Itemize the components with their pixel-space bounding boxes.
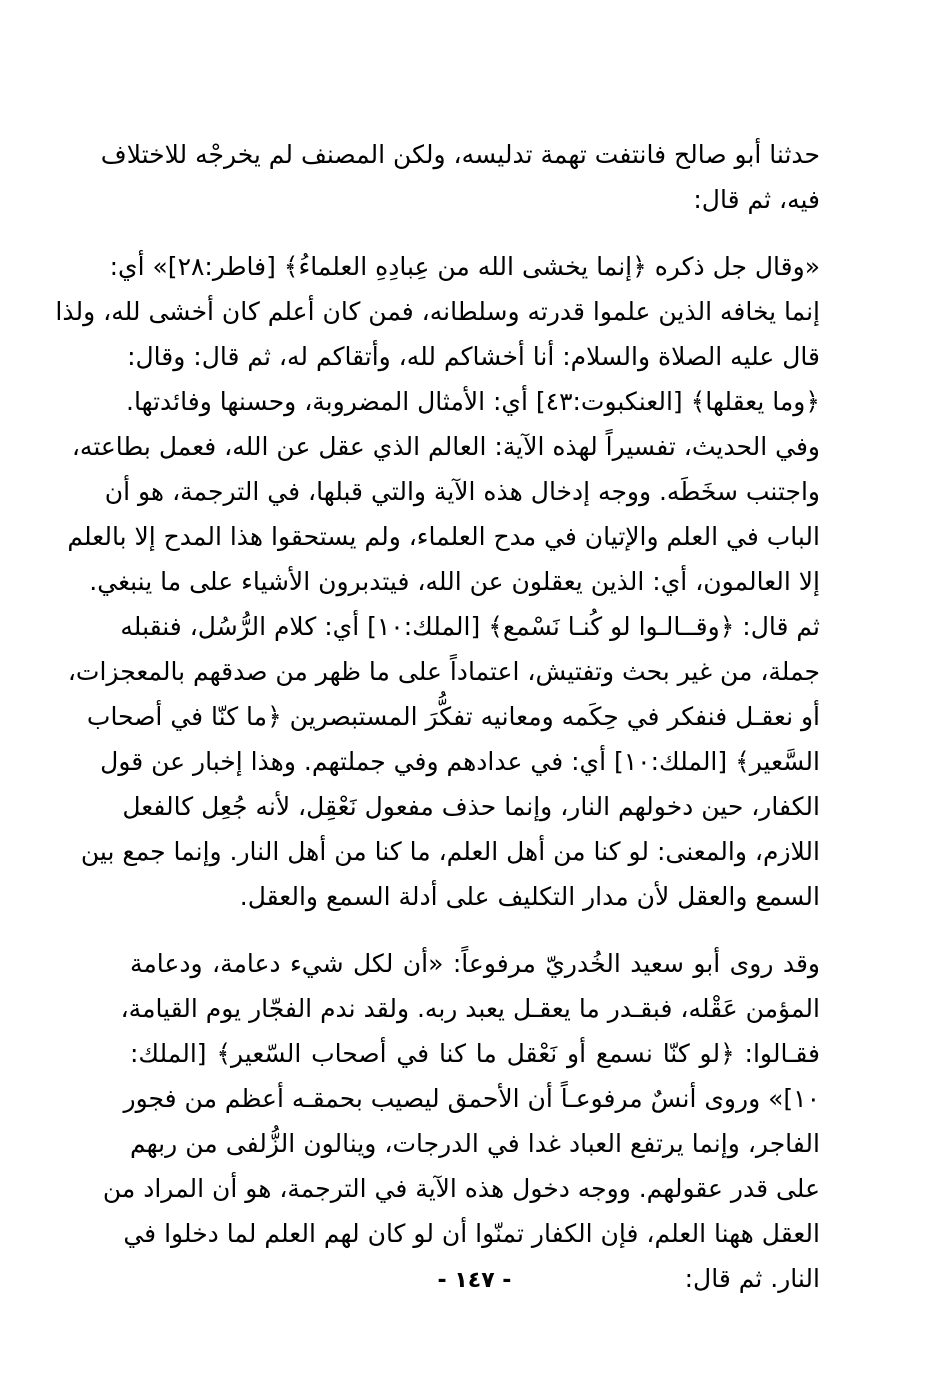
paragraph-3 (102, 941, 820, 1301)
text-line: ثم قال: ﴿وقــالـوا لو كُنـا نَسْمع﴾ [الملك:١٠] أي: كلام الرُّسُل، فنقبله (120, 612, 820, 641)
text-line: جملة، من غير بحث وتفتيش، اعتماداً على ما ظهر من صدقهم بالمعجزات، (67, 657, 820, 686)
text-line: النار. ثم قال: (684, 1264, 820, 1293)
text-line: أو نعقـل فنفكر في حِكَمه ومعانيه تفكُّرَ المستبصرين ﴿ما كنّا في أصحاب (86, 702, 820, 731)
text-line: العقل ههنا العلم، فإن الكفار تمنّوا أن لو كان لهم العلم لما دخلوا في (123, 1219, 820, 1248)
text-line: المؤمن عَقْله، فبقـدر ما يعقـل يعبد ربه. ولقد ندم الفجّار يوم القيامة، (120, 994, 820, 1023)
text-line: الباب في العلم والإتيان في مدح العلماء، ولم يستحقوا هذا المدح إلا بالعلم (67, 522, 820, 551)
page-number: - ١٤٧ - (437, 1268, 512, 1293)
text-line: حدثنا أبو صالح فانتفت تهمة تدليسه، ولكن المصنف لم يخرجْه للاختلاف (100, 140, 820, 169)
text-line: واجتنب سخَطَه. ووجه إدخال هذه الآية والتي قبلها، في الترجمة، هو أن (104, 477, 820, 506)
text-line: اللازم، والمعنى: لو كنا من أهل العلم، ما كنا من أهل النار. وإنما جمع بين (80, 837, 820, 866)
text-line: الكفار، حين دخولهم النار، وإنما حذف مفعول نَعْقِل، لأنه جُعِل كالفعل (122, 792, 820, 821)
text-line: «وقال جل ذكره ﴿إنما يخشى الله من عِبادِهِ العلماءُ﴾ [فاطر:٢٨]» أي: (109, 252, 820, 281)
text-line: فيه، ثم قال: (693, 185, 820, 214)
text-line: السمع والعقل لأن مدار التكليف على أدلة السمع والعقل. (239, 882, 820, 911)
text-line: إلا العالمون، أي: الذين يعقلون عن الله، فيتدبرون الأشياء على ما ينبغي. (89, 567, 820, 596)
text-line: الفاجر، وإنما يرتفع العباد غدا في الدرجات، وينالون الزُّلفى من ربهم (130, 1129, 820, 1158)
text-line: السَّعير﴾ [الملك:١٠] أي: في عدادهم وفي جملتهم. وهذا إخبار عن قول (100, 747, 820, 776)
paragraph-2 (55, 244, 820, 919)
text-line: على قدر عقولهم. ووجه دخول هذه الآية في الترجمة، هو أن المراد من (102, 1174, 820, 1203)
page-body (55, 132, 820, 1301)
text-line: ﴿وما يعقلها﴾ [العنكبوت:٤٣] أي: الأمثال المضروبة، وحسنها وفائدتها. (126, 387, 820, 416)
text-line: وفي الحديث، تفسيراً لهذه الآية: العالم الذي عقل عن الله، فعمل بطاعته، (71, 432, 820, 461)
text-line: إنما يخافه الذين علموا قدرته وسلطانه، فمن كان أعلم كان أخشى لله، ولذا (55, 297, 820, 326)
text-line: قال عليه الصلاة والسلام: أنا أخشاكم لله، وأتقاكم له، ثم قال: وقال: (127, 342, 820, 371)
text-line: وقد روى أبو سعيد الخُدريّ مرفوعاً: «أن لكل شيء دعامة، ودعامة (130, 949, 820, 978)
text-line: ١٠]» وروى أنسٌ مرفوعـاً أن الأحمق ليصيب بحمقـه أعظم من فجور (123, 1084, 820, 1113)
text-line: فقـالوا: ﴿لو كنّا نسمع أو نَعْقل ما كنا في أصحاب السّعير﴾ [الملك: (130, 1039, 820, 1068)
paragraph-1 (100, 132, 820, 222)
